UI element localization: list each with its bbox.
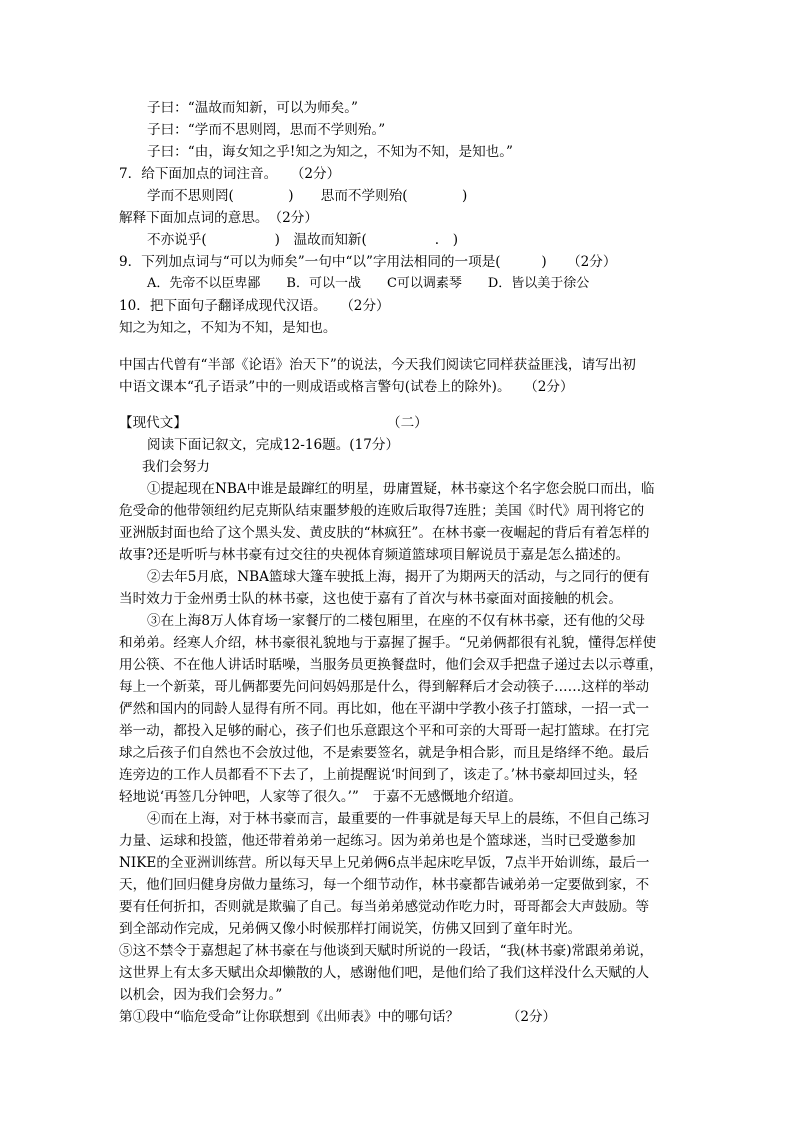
article-line: 力量、运球和投篮，他还带着弟弟一起练习。因为弟弟也是个篮球迷，当时已受邀参加 [119, 833, 636, 849]
question-10-title: 10．把下面句子翻译成现代汉语。 （2分） [119, 298, 390, 314]
question-8-items: 不亦说乎( ) 温故而知新( . ) [147, 232, 459, 248]
article-line: ③在上海8万人体育场一家餐厅的二楼包厢里，在座的不仅有林书豪，还有他的父母 [147, 613, 646, 629]
quote-3: 子曰：“由，诲女知之乎!知之为知之，不知为不知，是知也。” [147, 144, 513, 160]
section-header-right: （二） [387, 415, 428, 431]
article-line: 和弟弟。经寒人介绍，林书豪很礼貌地与于嘉握了握手。“兄弟俩都很有礼貌，懂得怎样使 [119, 635, 657, 651]
question-9-title: 9．下列加点词与“可以为师矣”一句中“以”字用法相同的一项是( ) （2分） [119, 254, 617, 270]
article-line: 俨然和国内的同龄人显得有所不同。再比如，他在平湖中学教小孩子打篮球，一招一式一 [119, 701, 650, 717]
article-line: NIKE的全亚洲训练营。所以每天早上兄弟俩6点半起床吃早饭，7点半开始训练，最后一 [119, 855, 650, 871]
question-8-title: 解释下面加点词的意思。 （2分） [119, 210, 318, 226]
article-line: 轻地说‘再签几分钟吧，人家等了很久。’” 于嘉不无感慨地介绍道。 [119, 789, 523, 805]
article-line: 举一动，都投入足够的耐心，孩子们也乐意跟这个平和可亲的大哥哥一起打篮球。在打完 [119, 723, 650, 739]
article-line: 亚洲版封面也给了这个黑头发、黄皮肤的“林疯狂”。在林书豪一夜崛起的背后有着怎样的 [119, 525, 650, 541]
article-line: 天，他们回归健身房做力量练习，每一个细节动作，林书豪都告诫弟弟一定要做到家，不 [119, 877, 650, 893]
article-line: ①提起现在NBA中谁是最蹿红的明星，毋庸置疑，林书豪这个名字您会脱口而出，临 [147, 481, 655, 497]
article-line: 这世界上有太多天赋出众却懒散的人，感谢他们吧，是他们给了我们这样没什么天赋的人 [119, 965, 650, 981]
article-title: 我们会努力 [142, 459, 210, 475]
question-7-items: 学而不思则罔( ) 思而不学则殆( ) [147, 188, 468, 204]
section-header-left: 【现代文】 [119, 415, 187, 431]
article-line: 到全部动作完成，兄弟俩又像小时候那样打闹说笑，仿佛又回到了童年时光。 [119, 921, 582, 937]
article-line: ②去年5月底，NBA篮球大篷车驶抵上海，揭开了为期两天的活动，与之同行的便有 [147, 569, 650, 585]
article-line: 以机会，因为我们会努力。” [119, 987, 283, 1003]
article-line: 要有任何折扣，否则就是欺骗了自己。每当弟弟感觉动作吃力时，哥哥都会大声鼓励。等 [119, 899, 650, 915]
article-line: 危受命的他带领纽约尼克斯队结束噩梦般的连败后取得7连胜；美国《时代》周刊将它的 [119, 503, 645, 519]
quote-1: 子曰：“温故而知新，可以为师矣。” [147, 100, 359, 116]
question-9-options: A．先帝不以臣卑鄙 B．可以一战 C可以调素琴 D．皆以美于徐公 [147, 276, 590, 291]
question-11-line-1: 中国古代曾有“半部《论语》治天下”的说法，今天我们阅读它同样获益匪浅，请写出初 [119, 357, 636, 373]
article-line: ④而在上海，对于林书豪而言，最重要的一件事就是每天早上的晨练，不但自己练习 [147, 811, 650, 827]
final-question: 第①段中“临危受命”让你联想到《出师表》中的哪句话？ （2分） [119, 1009, 557, 1025]
quote-2: 子曰：“学而不思则罔，思而不学则殆。” [147, 122, 386, 138]
question-7-title: 7．给下面加点的词注音。 （2分） [119, 166, 341, 182]
question-11-line-2: 中语文课本“孔子语录”中的一则成语或格言警句(试卷上的除外)。 （2分） [119, 379, 574, 395]
question-10-sentence: 知之为知之，不知为不知，是知也。 [119, 320, 337, 336]
article-line: 用公筷、不在他人讲话时聒噪，当服务员更换餐盘时，他们会双手把盘子递过去以示尊重， [119, 657, 663, 673]
article-line: 故事?还是听听与林书豪有过交往的央视体育频道篮球项目解说员于嘉是怎么描述的。 [119, 547, 630, 563]
article-line: ⑤这不禁令于嘉想起了林书豪在与他谈到天赋时所说的一段话，“我(林书豪)常跟弟弟说， [119, 943, 654, 959]
article-line: 当时效力于金州勇士队的林书豪，这也使于嘉有了首次与林书豪面对面接触的机会。 [119, 591, 622, 607]
article-line: 每上一个新菜，哥儿俩都要先问问妈妈那是什么，得到解释后才会动筷子……这样的举动 [119, 679, 650, 695]
section-instruction: 阅读下面记叙文，完成12-16题。(17分） [147, 437, 400, 453]
article-line: 连旁边的工作人员都看不下去了，上前提醒说‘时间到了，该走了。’林书豪却回过头，轻 [119, 767, 638, 783]
article-line: 球之后孩子们自然也不会放过他，不是索要签名，就是争相合影，而且是络绎不绝。最后 [119, 745, 650, 761]
